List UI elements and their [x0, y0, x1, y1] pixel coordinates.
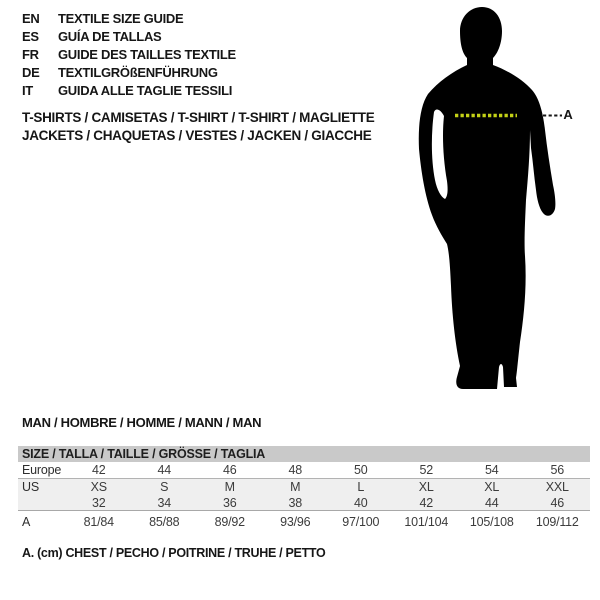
table-cell: 97/100 [342, 514, 380, 529]
language-title-list [22, 10, 236, 100]
language-title: TEXTILGRÖßENFÜHRUNG [58, 65, 218, 80]
table-cell: M [290, 480, 301, 494]
table-cell: XS [90, 480, 107, 494]
table-cell: 46 [222, 463, 237, 477]
section-title-man: MAN / HOMBRE / HOMME / MANN / MAN [22, 415, 262, 430]
size-table [18, 446, 590, 532]
measure-label-a: A [563, 107, 573, 122]
table-cell: 42 [91, 463, 106, 477]
language-title: GUIDA ALLE TAGLIE TESSILI [58, 83, 233, 98]
row-label: Europe [22, 463, 62, 477]
table-cell: 52 [419, 463, 433, 477]
language-code: FR [22, 47, 39, 62]
table-cell: S [160, 480, 169, 494]
table-cell: 81/84 [83, 514, 114, 529]
language-row-de [22, 64, 236, 82]
language-row-it [22, 82, 236, 100]
language-title: GUIDE DES TAILLES TEXTILE [58, 47, 236, 62]
language-row-es [22, 28, 236, 46]
table-cell: 89/92 [214, 514, 245, 529]
table-cell: 46 [550, 495, 564, 510]
row-label: A [22, 514, 31, 529]
table-cell: 105/108 [469, 514, 514, 529]
language-code: IT [22, 83, 33, 98]
table-cell: XXL [545, 480, 569, 494]
table-row-europe [18, 462, 590, 478]
table-cell: 93/96 [280, 514, 311, 529]
shaded-row-band [18, 478, 590, 511]
table-cell: 34 [157, 495, 171, 510]
table-cell: 44 [157, 463, 171, 477]
table-cell: 38 [288, 495, 302, 510]
language-code: ES [22, 29, 39, 44]
table-cell: 101/104 [404, 514, 449, 529]
table-cell: 44 [484, 495, 499, 510]
language-title: TEXTILE SIZE GUIDE [58, 11, 184, 26]
table-cell: XL [418, 480, 434, 494]
product-categories [22, 109, 374, 145]
table-cell: M [224, 480, 235, 494]
product-line-tshirts: T-SHIRTS / CAMISETAS / T-SHIRT / T-SHIRT / MAGLIETTE [22, 110, 375, 125]
table-cell: L [357, 480, 365, 494]
table-row-us-numeric [18, 495, 590, 510]
language-title: GUÍA DE TALLAS [58, 29, 162, 44]
size-table-header: SIZE / TALLA / TAILLE / GRÖSSE / TAGLIA [18, 446, 590, 462]
table-cell: 40 [353, 495, 368, 510]
table-row-us [18, 479, 590, 495]
table-cell: 56 [550, 463, 564, 477]
language-code: DE [22, 65, 40, 80]
row-label: US [22, 480, 39, 494]
table-cell: 32 [91, 495, 106, 510]
table-cell: 50 [353, 463, 368, 477]
man-silhouette-shape [419, 7, 556, 389]
table-cell: 42 [419, 495, 433, 510]
language-code: EN [22, 11, 40, 26]
man-silhouette [405, 0, 580, 405]
table-cell: 109/112 [535, 514, 579, 529]
language-row-fr [22, 46, 236, 64]
table-cell: 36 [222, 495, 237, 510]
table-row-chest-a [18, 511, 590, 532]
table-cell: 54 [484, 463, 499, 477]
table-cell: XL [484, 480, 500, 494]
language-row-en [22, 10, 236, 28]
table-cell: 48 [288, 463, 302, 477]
measurement-footnote: A. (cm) CHEST / PECHO / POITRINE / TRUHE / PETTO [22, 546, 326, 560]
table-cell: 85/88 [149, 514, 180, 529]
product-line-jackets: JACKETS / CHAQUETAS / VESTES / JACKEN / GIACCHE [22, 128, 372, 143]
